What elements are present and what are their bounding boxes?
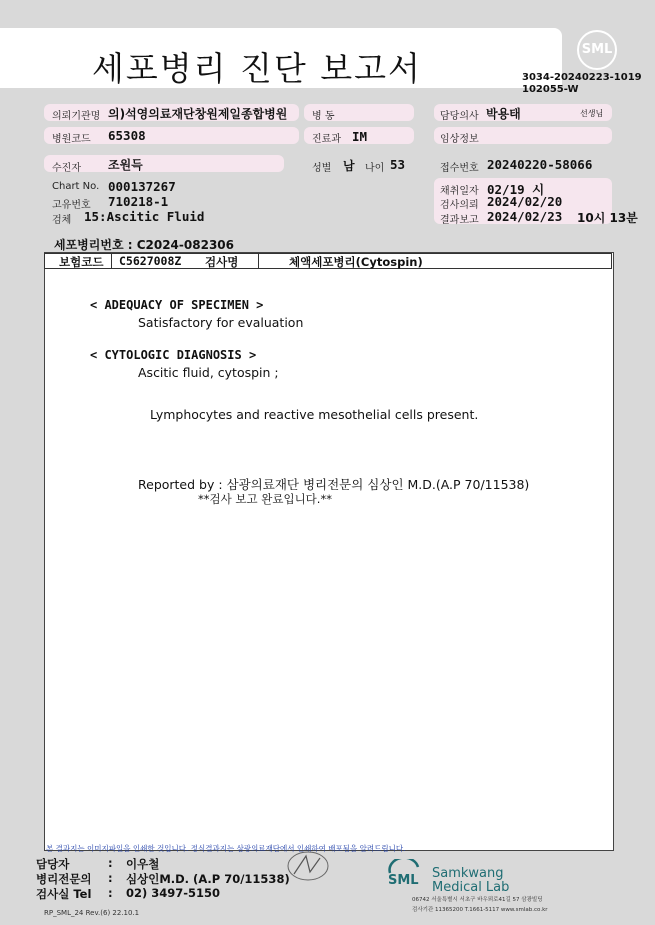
adequacy-heading: < ADEQUACY OF SPECIMEN > bbox=[90, 298, 264, 312]
lab-info: 검사기관 11365200 T.1661-5117 www.smlab.co.kr bbox=[412, 907, 548, 913]
samkwang-logo-icon bbox=[386, 859, 422, 887]
receipt-label: 접수번호 bbox=[440, 163, 479, 174]
pathologist-label: 병리전문의 bbox=[36, 872, 92, 886]
receipt-value: 20240220-58066 bbox=[487, 157, 593, 172]
pathology-number: 세포병리번호 : C2024-082306 bbox=[54, 238, 234, 252]
dept-value: IM bbox=[352, 129, 368, 144]
diagnosis-text: Ascitic fluid, cytospin ; bbox=[138, 365, 279, 380]
adequacy-text: Satisfactory for evaluation bbox=[138, 315, 304, 330]
diagnosis-heading: < CYTOLOGIC DIAGNOSIS > bbox=[90, 348, 257, 362]
test-value: 체액세포병리(Cytospin) bbox=[289, 255, 423, 269]
institution-label: 의뢰기관명 bbox=[52, 111, 101, 122]
divider bbox=[111, 254, 112, 268]
sex-value: 남 bbox=[343, 159, 355, 173]
code-row bbox=[44, 253, 612, 269]
dept-label: 진료과 bbox=[312, 134, 341, 145]
chart-label: Chart No. bbox=[52, 181, 100, 192]
report-time: 10시 13분 bbox=[577, 211, 638, 225]
insurance-value: C5627008Z bbox=[119, 254, 182, 268]
doctor-label: 담당의사 bbox=[440, 111, 479, 122]
lab-address: 06742 서울특별시 서초구 바우뫼로41길 57 삼광빌딩 bbox=[412, 897, 543, 903]
specimen-value: 15:Ascitic Fluid bbox=[84, 209, 205, 224]
test-label: 검사명 bbox=[205, 255, 239, 269]
report-title: 세포병리 진단 보고서 bbox=[92, 49, 422, 88]
staff-label: 담당자 bbox=[36, 857, 70, 871]
samkwang-logo-text: SML bbox=[388, 873, 419, 887]
institution-value: 의)석영의료재단창원제일종합병원 bbox=[108, 107, 288, 121]
form-code: RP_SML_24 Rev.(6) 22.10.1 bbox=[44, 909, 140, 917]
sex-label: 성별 bbox=[312, 163, 332, 174]
doc-number-1: 3034-20240223-1019 bbox=[522, 72, 642, 83]
age-label: 나이 bbox=[365, 163, 385, 174]
doctor-value: 박용태 bbox=[486, 107, 521, 121]
lab-name-1: Samkwang bbox=[432, 866, 504, 881]
sml-logo-icon: SML bbox=[577, 30, 617, 70]
patient-value: 조원득 bbox=[108, 158, 143, 172]
age-value: 53 bbox=[390, 157, 406, 172]
hospital-code-value: 65308 bbox=[108, 128, 146, 143]
patient-label: 수진자 bbox=[52, 163, 81, 174]
chart-value: 000137267 bbox=[108, 179, 176, 194]
colon: : bbox=[108, 886, 113, 900]
pathologist-value: 심상인M.D. (A.P 70/11538) bbox=[126, 872, 290, 886]
doc-number-2: 102055-W bbox=[522, 84, 579, 95]
ward-label: 병 동 bbox=[312, 111, 335, 122]
divider bbox=[258, 254, 259, 268]
request-label: 검사의뢰 bbox=[440, 200, 479, 211]
report-body bbox=[44, 252, 614, 851]
staff-value: 이우철 bbox=[126, 857, 160, 871]
lab-name-2: Medical Lab bbox=[432, 880, 510, 895]
id-label: 고유번호 bbox=[52, 200, 91, 211]
signature-icon bbox=[284, 848, 332, 884]
collect-value: 02/19 시 bbox=[487, 182, 545, 197]
doctor-suffix: 선생님 bbox=[580, 109, 604, 118]
report-complete: **검사 보고 완료입니다.** bbox=[198, 492, 332, 506]
clinical-label: 임상정보 bbox=[440, 134, 479, 145]
colon: : bbox=[108, 871, 113, 885]
id-value: 710218-1 bbox=[108, 194, 169, 209]
request-value: 2024/02/20 bbox=[487, 194, 563, 209]
lab-tel-label: 검사실 Tel bbox=[36, 887, 92, 901]
colon: : bbox=[108, 856, 113, 870]
print-notice: 본 결과지는 이미지파일을 인쇄한 것입니다. 정식결과지는 삼광의료재단에서 인쇄하여 배포됨을 알려드립니다. bbox=[46, 844, 406, 853]
lab-tel-value: 02) 3497-5150 bbox=[126, 886, 221, 900]
finding-text: Lymphocytes and reactive mesothelial cells present. bbox=[150, 407, 479, 422]
report-value: 2024/02/23 bbox=[487, 209, 563, 224]
report-label: 결과보고 bbox=[440, 215, 479, 226]
hospital-code-label: 병원코드 bbox=[52, 134, 91, 145]
reported-by: Reported by : 삼광의료재단 병리전문의 심상인 M.D.(A.P 70/11538) bbox=[138, 477, 530, 492]
insurance-label: 보험코드 bbox=[59, 255, 104, 269]
collect-label: 채취일자 bbox=[440, 186, 479, 197]
specimen-label: 검체 bbox=[52, 215, 72, 226]
